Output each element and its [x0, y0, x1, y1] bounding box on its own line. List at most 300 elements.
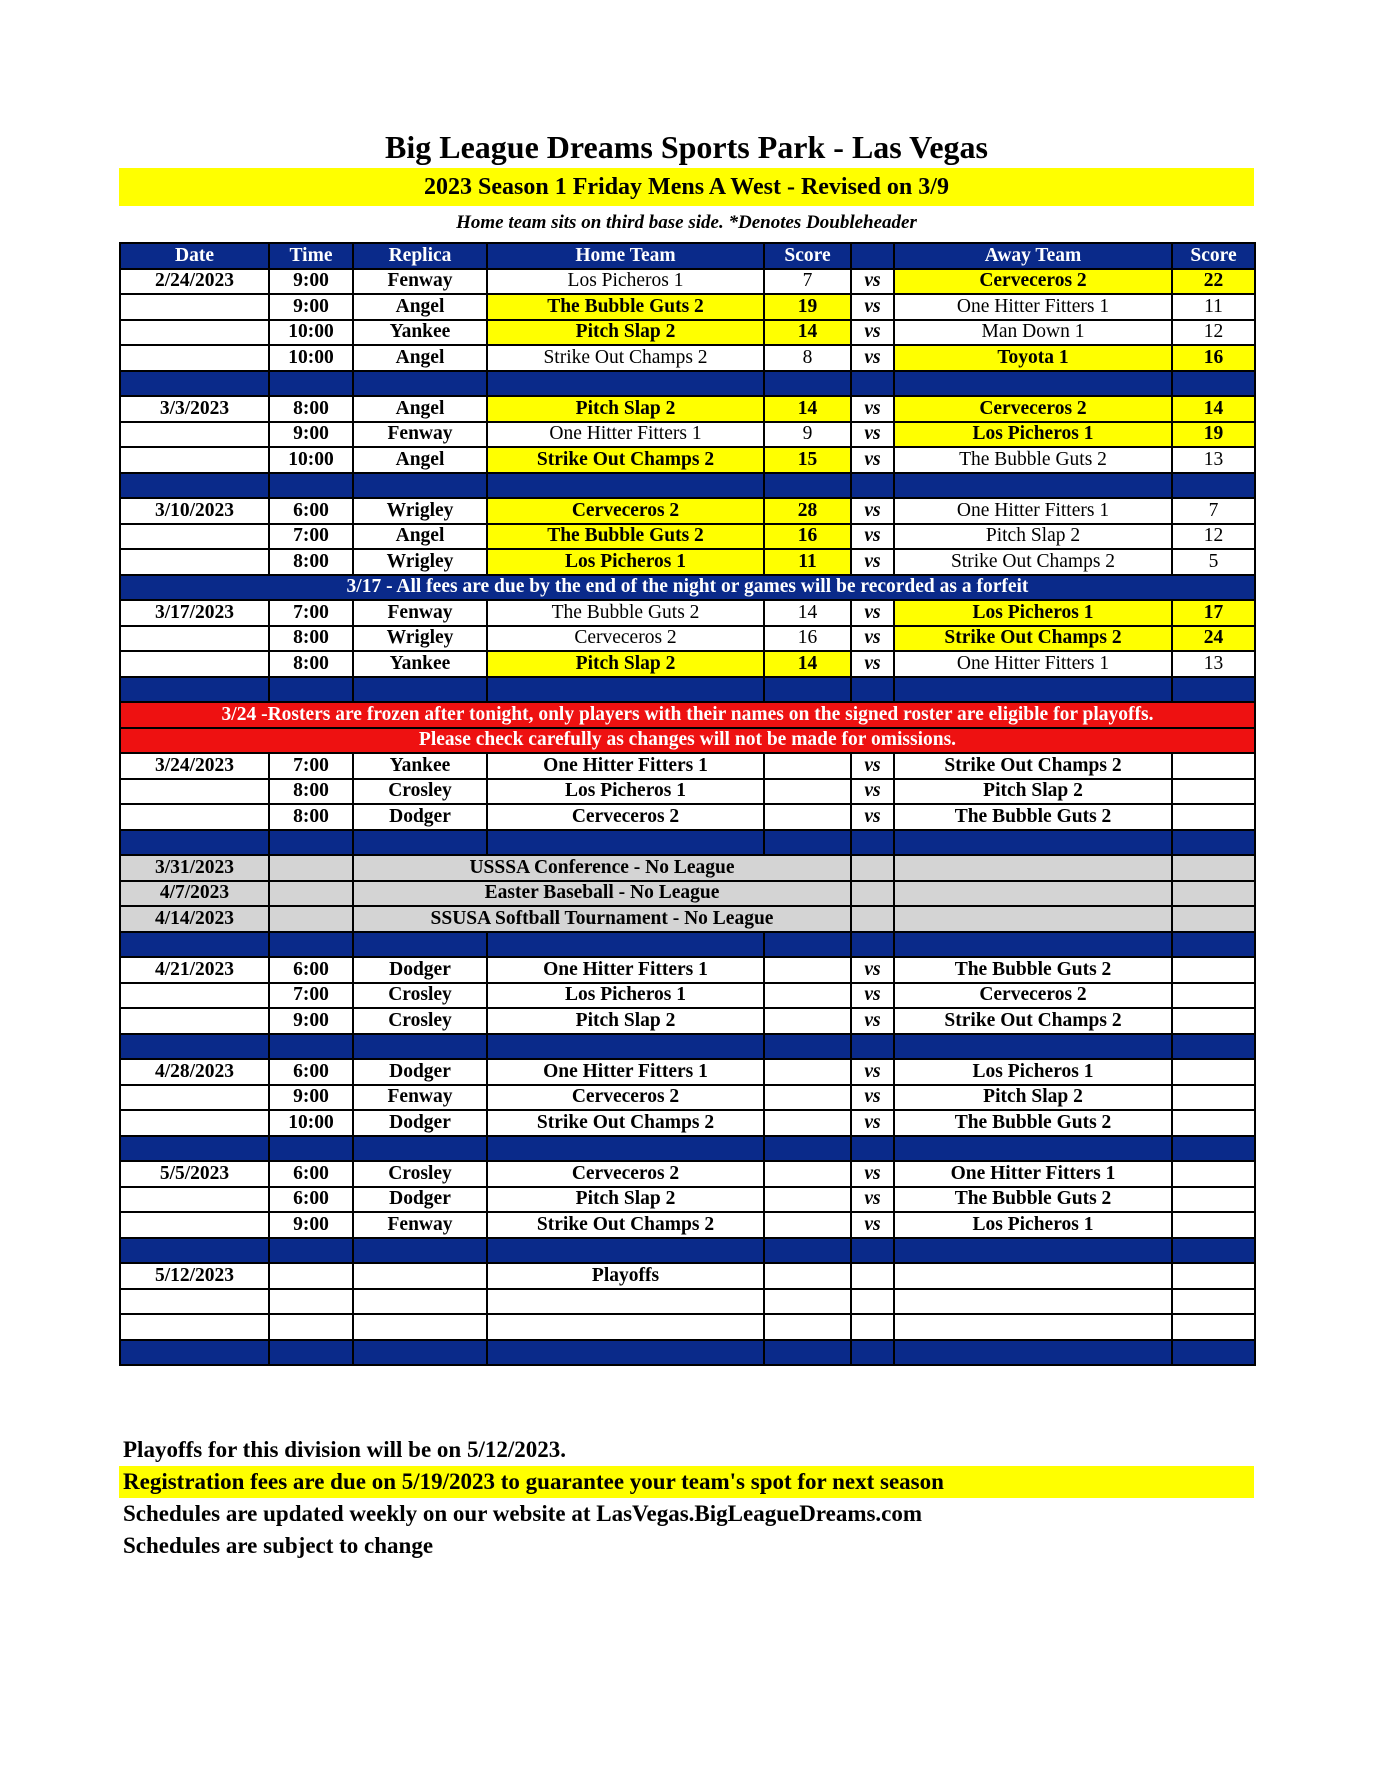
replica-cell: Fenway [353, 269, 487, 295]
separator-cell [487, 1034, 764, 1060]
away-score-cell: 5 [1172, 549, 1255, 575]
vs-cell: vs [851, 957, 894, 983]
time-cell: 6:00 [269, 1161, 353, 1187]
home-score-cell [764, 753, 851, 779]
vs-cell [851, 906, 894, 932]
time-cell: 8:00 [269, 549, 353, 575]
roster-notice-row [120, 702, 1255, 728]
col-home-team: Home Team [487, 243, 764, 269]
vs-cell [851, 1289, 894, 1315]
separator-cell [487, 677, 764, 703]
away-score-cell [1172, 779, 1255, 805]
away-team-cell: Cerveceros 2 [894, 983, 1172, 1009]
home-team-cell: Cerveceros 2 [487, 626, 764, 652]
home-score-cell [764, 957, 851, 983]
replica-cell: Yankee [353, 753, 487, 779]
date-cell [120, 1187, 269, 1213]
date-cell [120, 804, 269, 830]
replica-cell: Crosley [353, 1161, 487, 1187]
home-score-cell [764, 1289, 851, 1315]
separator-cell [851, 371, 894, 397]
away-score-cell: 17 [1172, 600, 1255, 626]
home-score-cell: 14 [764, 396, 851, 422]
game-row [120, 779, 1255, 805]
game-row [120, 983, 1255, 1009]
home-score-cell: 7 [764, 269, 851, 295]
date-cell: 2/24/2023 [120, 269, 269, 295]
time-cell: 8:00 [269, 804, 353, 830]
time-cell: 6:00 [269, 957, 353, 983]
vs-cell: vs [851, 447, 894, 473]
away-team-cell: The Bubble Guts 2 [894, 804, 1172, 830]
home-score-cell: 9 [764, 422, 851, 448]
vs-cell [851, 1314, 894, 1340]
time-cell: 8:00 [269, 396, 353, 422]
home-team-cell: One Hitter Fitters 1 [487, 1059, 764, 1085]
time-cell: 8:00 [269, 779, 353, 805]
vs-cell: vs [851, 1187, 894, 1213]
date-cell: 3/3/2023 [120, 396, 269, 422]
home-team-cell: Cerveceros 2 [487, 498, 764, 524]
game-row [120, 753, 1255, 779]
vs-cell [851, 855, 894, 881]
col-replica: Replica [353, 243, 487, 269]
time-cell [269, 1289, 353, 1315]
home-team-cell: Cerveceros 2 [487, 1085, 764, 1111]
separator-row [120, 830, 1255, 856]
away-score-cell [1172, 804, 1255, 830]
away-score-cell [1172, 1187, 1255, 1213]
time-cell: 8:00 [269, 651, 353, 677]
vs-cell: vs [851, 294, 894, 320]
separator-cell [851, 830, 894, 856]
away-score-cell: 13 [1172, 447, 1255, 473]
date-cell [120, 779, 269, 805]
game-row [120, 1085, 1255, 1111]
home-score-cell: 15 [764, 447, 851, 473]
replica-cell: Angel [353, 345, 487, 371]
home-score-cell [764, 1110, 851, 1136]
separator-cell [353, 830, 487, 856]
game-row [120, 1008, 1255, 1034]
separator-cell [894, 1034, 1172, 1060]
separator-cell [269, 830, 353, 856]
game-row [120, 345, 1255, 371]
away-team-cell [894, 906, 1172, 932]
home-team-cell: Strike Out Champs 2 [487, 447, 764, 473]
home-team-cell: Cerveceros 2 [487, 1161, 764, 1187]
fee-notice: 3/17 - All fees are due by the end of the night or games will be recorded as a forfeit [120, 575, 1255, 601]
time-cell: 9:00 [269, 422, 353, 448]
game-row [120, 1263, 1255, 1289]
replica-cell: Angel [353, 447, 487, 473]
separator-cell [851, 1034, 894, 1060]
away-team-cell: Strike Out Champs 2 [894, 1008, 1172, 1034]
game-row [120, 498, 1255, 524]
away-team-cell [894, 1289, 1172, 1315]
separator-cell [487, 830, 764, 856]
vs-cell: vs [851, 1110, 894, 1136]
home-score-cell [764, 1085, 851, 1111]
game-row [120, 524, 1255, 550]
no-league-row [120, 855, 1255, 881]
separator-cell [1172, 1238, 1255, 1264]
vs-cell: vs [851, 1212, 894, 1238]
date-cell: 4/14/2023 [120, 906, 269, 932]
separator-cell [120, 371, 269, 397]
away-team-cell: The Bubble Guts 2 [894, 1187, 1172, 1213]
home-score-cell [764, 779, 851, 805]
away-score-cell [1172, 1161, 1255, 1187]
game-row [120, 651, 1255, 677]
roster-notice-row [120, 728, 1255, 754]
date-cell [120, 549, 269, 575]
vs-cell: vs [851, 626, 894, 652]
vs-cell: vs [851, 600, 894, 626]
time-cell: 6:00 [269, 1059, 353, 1085]
separator-cell [353, 1034, 487, 1060]
separator-cell [894, 473, 1172, 499]
separator-cell [269, 1340, 353, 1366]
date-cell [120, 422, 269, 448]
away-score-cell: 22 [1172, 269, 1255, 295]
home-team-cell: Strike Out Champs 2 [487, 1212, 764, 1238]
separator-cell [120, 1136, 269, 1162]
time-cell: 10:00 [269, 1110, 353, 1136]
separator-cell [851, 1340, 894, 1366]
away-score-cell [1172, 1008, 1255, 1034]
vs-cell: vs [851, 498, 894, 524]
date-cell [120, 294, 269, 320]
separator-cell [894, 830, 1172, 856]
game-row [120, 549, 1255, 575]
away-score-cell [1172, 855, 1255, 881]
replica-cell: Dodger [353, 1110, 487, 1136]
vs-cell: vs [851, 422, 894, 448]
away-team-cell: Cerveceros 2 [894, 396, 1172, 422]
playoffs-note: Playoffs for this division will be on 5/12/2023. [123, 1437, 567, 1462]
home-score-cell [764, 1059, 851, 1085]
home-score-cell [764, 1008, 851, 1034]
time-cell [269, 906, 353, 932]
away-score-cell [1172, 1059, 1255, 1085]
separator-cell [1172, 677, 1255, 703]
replica-cell: Crosley [353, 1008, 487, 1034]
separator-cell [894, 1340, 1172, 1366]
away-score-cell [1172, 753, 1255, 779]
vs-cell: vs [851, 1059, 894, 1085]
vs-cell: vs [851, 1085, 894, 1111]
away-score-cell: 12 [1172, 524, 1255, 550]
col-away-team: Away Team [894, 243, 1172, 269]
separator-cell [269, 932, 353, 958]
separator-cell [353, 1340, 487, 1366]
separator-cell [269, 677, 353, 703]
page-title: Big League Dreams Sports Park - Las Vegas [385, 129, 988, 165]
separator-row [120, 473, 1255, 499]
vs-cell: vs [851, 524, 894, 550]
no-league-row [120, 881, 1255, 907]
vs-cell: vs [851, 804, 894, 830]
away-team-cell [894, 1314, 1172, 1340]
game-row [120, 269, 1255, 295]
away-team-cell: Pitch Slap 2 [894, 1085, 1172, 1111]
replica-cell: Crosley [353, 983, 487, 1009]
away-team-cell: One Hitter Fitters 1 [894, 498, 1172, 524]
date-cell [120, 983, 269, 1009]
away-team-cell [894, 881, 1172, 907]
time-cell: 10:00 [269, 345, 353, 371]
home-score-cell [764, 1187, 851, 1213]
home-score-cell: 14 [764, 651, 851, 677]
home-score-cell: 16 [764, 524, 851, 550]
website-note: Schedules are updated weekly on our website at LasVegas.BigLeagueDreams.com [123, 1501, 923, 1526]
time-cell: 9:00 [269, 1008, 353, 1034]
home-score-cell: 16 [764, 626, 851, 652]
time-cell: 8:00 [269, 626, 353, 652]
replica-cell: Wrigley [353, 498, 487, 524]
vs-cell [851, 881, 894, 907]
separator-cell [353, 473, 487, 499]
roster-notice: Please check carefully as changes will not be made for omissions. [120, 728, 1255, 754]
header-row [120, 243, 1255, 269]
date-cell: 5/5/2023 [120, 1161, 269, 1187]
home-team-cell: Los Picheros 1 [487, 269, 764, 295]
away-score-cell [1172, 1314, 1255, 1340]
date-cell [120, 1212, 269, 1238]
home-team-cell: One Hitter Fitters 1 [487, 422, 764, 448]
separator-cell [894, 932, 1172, 958]
replica-cell: Fenway [353, 422, 487, 448]
away-score-cell: 19 [1172, 422, 1255, 448]
time-cell: 10:00 [269, 320, 353, 346]
away-score-cell: 13 [1172, 651, 1255, 677]
separator-cell [353, 1238, 487, 1264]
vs-cell: vs [851, 549, 894, 575]
time-cell: 6:00 [269, 1187, 353, 1213]
home-score-cell: 19 [764, 294, 851, 320]
home-team-cell: One Hitter Fitters 1 [487, 753, 764, 779]
away-score-cell [1172, 1110, 1255, 1136]
separator-cell [894, 677, 1172, 703]
game-row [120, 422, 1255, 448]
home-score-cell [764, 1314, 851, 1340]
separator-cell [353, 371, 487, 397]
separator-cell [269, 371, 353, 397]
away-score-cell: 16 [1172, 345, 1255, 371]
away-score-cell: 11 [1172, 294, 1255, 320]
col-time: Time [269, 243, 353, 269]
replica-cell: Angel [353, 294, 487, 320]
vs-cell: vs [851, 345, 894, 371]
separator-cell [1172, 473, 1255, 499]
date-cell: 3/10/2023 [120, 498, 269, 524]
col-home-score: Score [764, 243, 851, 269]
time-cell: 9:00 [269, 1085, 353, 1111]
separator-cell [851, 473, 894, 499]
separator-row [120, 1136, 1255, 1162]
schedule-table [119, 242, 1256, 1366]
home-team-cell [487, 1289, 764, 1315]
game-row [120, 1059, 1255, 1085]
away-team-cell: Toyota 1 [894, 345, 1172, 371]
away-score-cell [1172, 1085, 1255, 1111]
date-cell [120, 651, 269, 677]
replica-cell: Dodger [353, 957, 487, 983]
separator-cell [1172, 830, 1255, 856]
home-team-cell: Strike Out Champs 2 [487, 345, 764, 371]
game-row [120, 396, 1255, 422]
separator-cell [851, 677, 894, 703]
date-cell [120, 1085, 269, 1111]
date-cell [120, 1008, 269, 1034]
date-cell [120, 1314, 269, 1340]
time-cell: 7:00 [269, 600, 353, 626]
game-row [120, 957, 1255, 983]
away-team-cell: Man Down 1 [894, 320, 1172, 346]
time-cell [269, 1314, 353, 1340]
home-team-cell: Pitch Slap 2 [487, 320, 764, 346]
home-team-cell: The Bubble Guts 2 [487, 524, 764, 550]
away-team-cell: Los Picheros 1 [894, 422, 1172, 448]
home-score-cell: 14 [764, 600, 851, 626]
separator-cell [764, 1238, 851, 1264]
separator-cell [269, 473, 353, 499]
separator-cell [487, 1238, 764, 1264]
separator-cell [1172, 932, 1255, 958]
home-team-cell: Los Picheros 1 [487, 779, 764, 805]
vs-cell: vs [851, 651, 894, 677]
home-score-cell: 8 [764, 345, 851, 371]
no-league-note: Easter Baseball - No League [353, 881, 851, 907]
date-cell: 4/28/2023 [120, 1059, 269, 1085]
vs-cell: vs [851, 1008, 894, 1034]
separator-cell [120, 1238, 269, 1264]
home-team-cell: Pitch Slap 2 [487, 651, 764, 677]
home-score-cell [764, 804, 851, 830]
roster-notice: 3/24 -Rosters are frozen after tonight, only players with their names on the signed roster are eligible for playoffs. [120, 702, 1255, 728]
separator-cell [764, 473, 851, 499]
time-cell [269, 881, 353, 907]
replica-cell: Wrigley [353, 549, 487, 575]
home-team-cell: Strike Out Champs 2 [487, 1110, 764, 1136]
replica-cell: Yankee [353, 651, 487, 677]
vs-cell: vs [851, 779, 894, 805]
away-team-cell: Pitch Slap 2 [894, 779, 1172, 805]
separator-row [120, 1034, 1255, 1060]
vs-cell [851, 1263, 894, 1289]
fee-notice-row [120, 575, 1255, 601]
separator-cell [120, 932, 269, 958]
away-team-cell [894, 1263, 1172, 1289]
away-team-cell: One Hitter Fitters 1 [894, 651, 1172, 677]
away-score-cell: 7 [1172, 498, 1255, 524]
away-team-cell: Strike Out Champs 2 [894, 626, 1172, 652]
replica-cell: Angel [353, 396, 487, 422]
separator-row [120, 1238, 1255, 1264]
date-cell: 5/12/2023 [120, 1263, 269, 1289]
game-row [120, 1212, 1255, 1238]
vs-cell: vs [851, 269, 894, 295]
separator-cell [487, 932, 764, 958]
separator-cell [487, 1340, 764, 1366]
away-score-cell [1172, 906, 1255, 932]
date-cell [120, 1110, 269, 1136]
home-team-cell: The Bubble Guts 2 [487, 294, 764, 320]
game-row [120, 1187, 1255, 1213]
replica-cell: Wrigley [353, 626, 487, 652]
vs-cell: vs [851, 1161, 894, 1187]
date-cell: 4/7/2023 [120, 881, 269, 907]
separator-cell [1172, 1136, 1255, 1162]
away-team-cell [894, 855, 1172, 881]
col-away-score: Score [1172, 243, 1255, 269]
away-team-cell: Pitch Slap 2 [894, 524, 1172, 550]
replica-cell [353, 1314, 487, 1340]
home-team-cell: The Bubble Guts 2 [487, 600, 764, 626]
game-row [120, 626, 1255, 652]
separator-cell [894, 1136, 1172, 1162]
away-score-cell: 12 [1172, 320, 1255, 346]
separator-cell [1172, 1034, 1255, 1060]
date-cell: 3/17/2023 [120, 600, 269, 626]
col-date: Date [120, 243, 269, 269]
time-cell: 10:00 [269, 447, 353, 473]
time-cell: 9:00 [269, 1212, 353, 1238]
home-score-cell [764, 1212, 851, 1238]
replica-cell [353, 1263, 487, 1289]
time-cell [269, 855, 353, 881]
home-score-cell [764, 1161, 851, 1187]
away-score-cell: 24 [1172, 626, 1255, 652]
separator-cell [120, 830, 269, 856]
no-league-note: USSSA Conference - No League [353, 855, 851, 881]
separator-cell [353, 1136, 487, 1162]
separator-row [120, 371, 1255, 397]
separator-cell [764, 830, 851, 856]
time-cell: 7:00 [269, 983, 353, 1009]
separator-cell [764, 932, 851, 958]
home-team-cell: Pitch Slap 2 [487, 396, 764, 422]
separator-cell [353, 677, 487, 703]
replica-cell: Crosley [353, 779, 487, 805]
away-score-cell: 14 [1172, 396, 1255, 422]
away-team-cell: Los Picheros 1 [894, 600, 1172, 626]
away-score-cell [1172, 1212, 1255, 1238]
home-score-cell: 14 [764, 320, 851, 346]
game-row [120, 294, 1255, 320]
separator-cell [120, 1034, 269, 1060]
separator-cell [764, 1136, 851, 1162]
separator-cell [1172, 371, 1255, 397]
separator-cell [851, 932, 894, 958]
home-score-cell [764, 1263, 851, 1289]
change-note: Schedules are subject to change [123, 1533, 434, 1558]
separator-cell [894, 371, 1172, 397]
away-team-cell: The Bubble Guts 2 [894, 447, 1172, 473]
away-team-cell: One Hitter Fitters 1 [894, 1161, 1172, 1187]
separator-cell [269, 1136, 353, 1162]
home-score-cell [764, 983, 851, 1009]
separator-cell [269, 1034, 353, 1060]
separator-cell [764, 1340, 851, 1366]
date-cell [120, 626, 269, 652]
replica-cell: Dodger [353, 1187, 487, 1213]
separator-cell [764, 677, 851, 703]
home-score-cell: 11 [764, 549, 851, 575]
date-cell [120, 1289, 269, 1315]
away-team-cell: Strike Out Champs 2 [894, 549, 1172, 575]
